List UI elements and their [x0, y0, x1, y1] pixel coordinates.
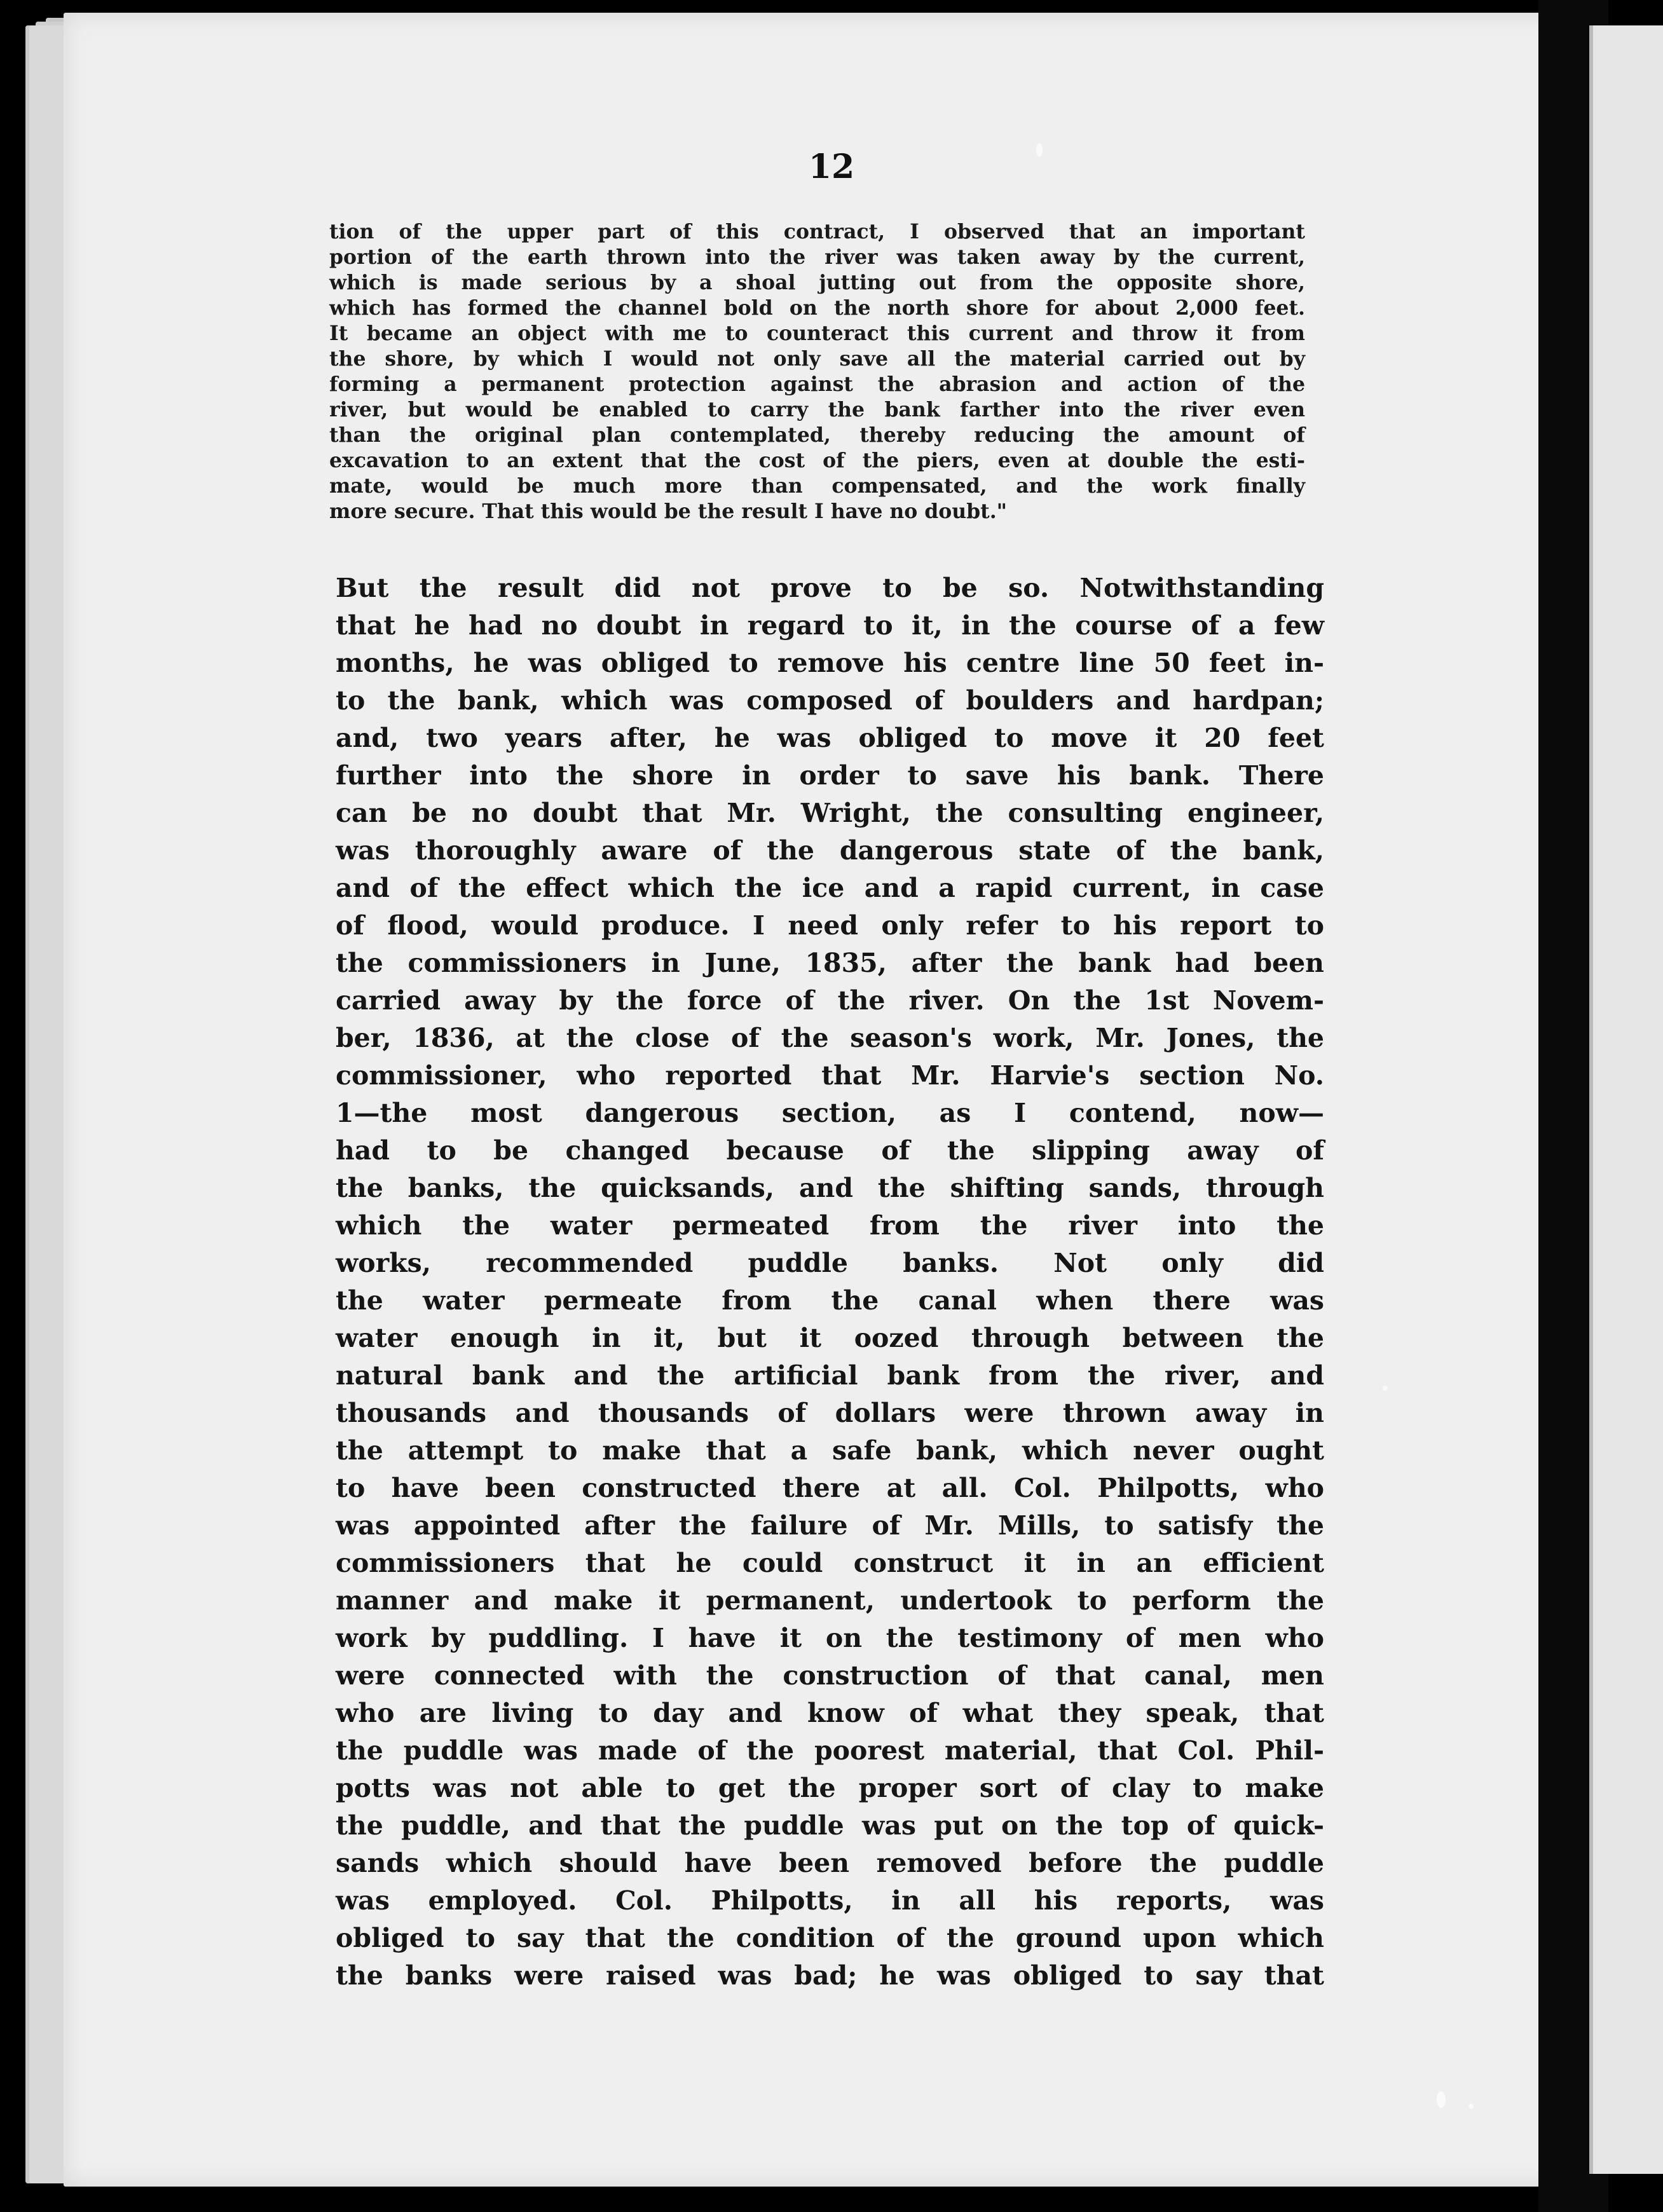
adjacent-page-edge	[1589, 25, 1663, 2174]
body-line: the attempt to make that a safe bank, which never ought	[336, 1435, 1324, 1466]
quote-line: forming a permanent protection against the abrasion and action of the	[329, 372, 1305, 396]
body-line: water enough in it, but it oozed through between the	[336, 1323, 1324, 1353]
quote-line: tion of the upper part of this contract, I observed that an important	[329, 220, 1305, 243]
body-line: the puddle, and that the puddle was put on the top of quick-	[336, 1810, 1324, 1841]
body-line: commissioner, who reported that Mr. Harvie's section No.	[336, 1060, 1324, 1091]
scan-speck	[1036, 143, 1043, 157]
body-line: further into the shore in order to save his bank. There	[336, 760, 1324, 791]
body-line: to the bank, which was composed of boulders and hardpan;	[336, 685, 1324, 716]
body-line: potts was not able to get the proper sort of clay to make	[336, 1773, 1324, 1803]
body-line: carried away by the force of the river. On the 1st Novem-	[336, 985, 1324, 1016]
body-line: the banks, the quicksands, and the shifting sands, through	[336, 1173, 1324, 1203]
body-line: the commissioners in June, 1835, after the bank had been	[336, 948, 1324, 978]
body-line: But the result did not prove to be so. Notwithstanding	[336, 573, 1324, 603]
body-line: commissioners that he could construct it in an efficient	[336, 1548, 1324, 1578]
body-line: natural bank and the artificial bank from the river, and	[336, 1360, 1324, 1391]
quote-line: which has formed the channel bold on the north shore for about 2,000 feet.	[329, 296, 1305, 320]
page-number: 12	[808, 147, 855, 186]
body-line: that he had no doubt in regard to it, in the course of a few	[336, 610, 1324, 641]
body-line: to have been constructed there at all. Col. Philpotts, who	[336, 1473, 1324, 1503]
quoted-passage	[329, 219, 1305, 524]
quote-line: than the original plan contemplated, thereby reducing the amount of	[329, 423, 1305, 447]
body-line: was thoroughly aware of the dangerous state of the bank,	[336, 835, 1324, 866]
body-line: and, two years after, he was obliged to move it 20 feet	[336, 723, 1324, 753]
quote-line: the shore, by which I would not only save all the material carried out by	[329, 347, 1305, 371]
quote-line: It became an object with me to counteract this current and throw it from	[329, 322, 1305, 345]
body-line: manner and make it permanent, undertook to perform the	[336, 1585, 1324, 1616]
body-line: had to be changed because of the slipping away of	[336, 1135, 1324, 1166]
body-line: and of the effect which the ice and a rapid current, in case	[336, 873, 1324, 903]
body-paragraph	[336, 570, 1324, 1995]
body-line: of flood, would produce. I need only refer to his report to	[336, 910, 1324, 941]
body-line: work by puddling. I have it on the testimony of men who	[336, 1623, 1324, 1653]
scan-speck	[1383, 1386, 1388, 1391]
body-line: ber, 1836, at the close of the season's work, Mr. Jones, the	[336, 1023, 1324, 1053]
quote-line: excavation to an extent that the cost of the piers, even at double the esti-	[329, 449, 1305, 472]
body-line: were connected with the construction of that canal, men	[336, 1660, 1324, 1691]
quote-line: which is made serious by a shoal jutting out from the opposite shore,	[329, 271, 1305, 294]
body-line: 1—the most dangerous section, as I contend, now—	[336, 1098, 1324, 1128]
body-line: works, recommended puddle banks. Not only did	[336, 1248, 1324, 1278]
quote-line: more secure. That this would be the result I have no doubt."	[329, 500, 1008, 523]
quote-line: mate, would be much more than compensated, and the work finally	[329, 474, 1305, 498]
body-line: can be no doubt that Mr. Wright, the consulting engineer,	[336, 798, 1324, 828]
body-line: was employed. Col. Philpotts, in all his reports, was	[336, 1885, 1324, 1916]
quote-line: river, but would be enabled to carry the bank farther into the river even	[329, 398, 1305, 421]
scan-speck	[1437, 2091, 1446, 2108]
body-line: thousands and thousands of dollars were thrown away in	[336, 1398, 1324, 1428]
body-line: the puddle was made of the poorest material, that Col. Phil-	[336, 1735, 1324, 1766]
body-line: sands which should have been removed before the puddle	[336, 1848, 1324, 1878]
body-line: which the water permeated from the river into the	[336, 1210, 1324, 1241]
body-line: was appointed after the failure of Mr. Mills, to satisfy the	[336, 1510, 1324, 1541]
quote-line: portion of the earth thrown into the river was taken away by the current,	[329, 245, 1305, 269]
body-line: the banks were raised was bad; he was obliged to say that	[336, 1960, 1324, 1991]
body-line: months, he was obliged to remove his centre line 50 feet in-	[336, 648, 1324, 678]
scan-speck	[1468, 2104, 1474, 2109]
body-line: who are living to day and know of what they speak, that	[336, 1698, 1324, 1728]
body-line: the water permeate from the canal when there was	[336, 1285, 1324, 1316]
body-line: obliged to say that the condition of the ground upon which	[336, 1923, 1324, 1953]
